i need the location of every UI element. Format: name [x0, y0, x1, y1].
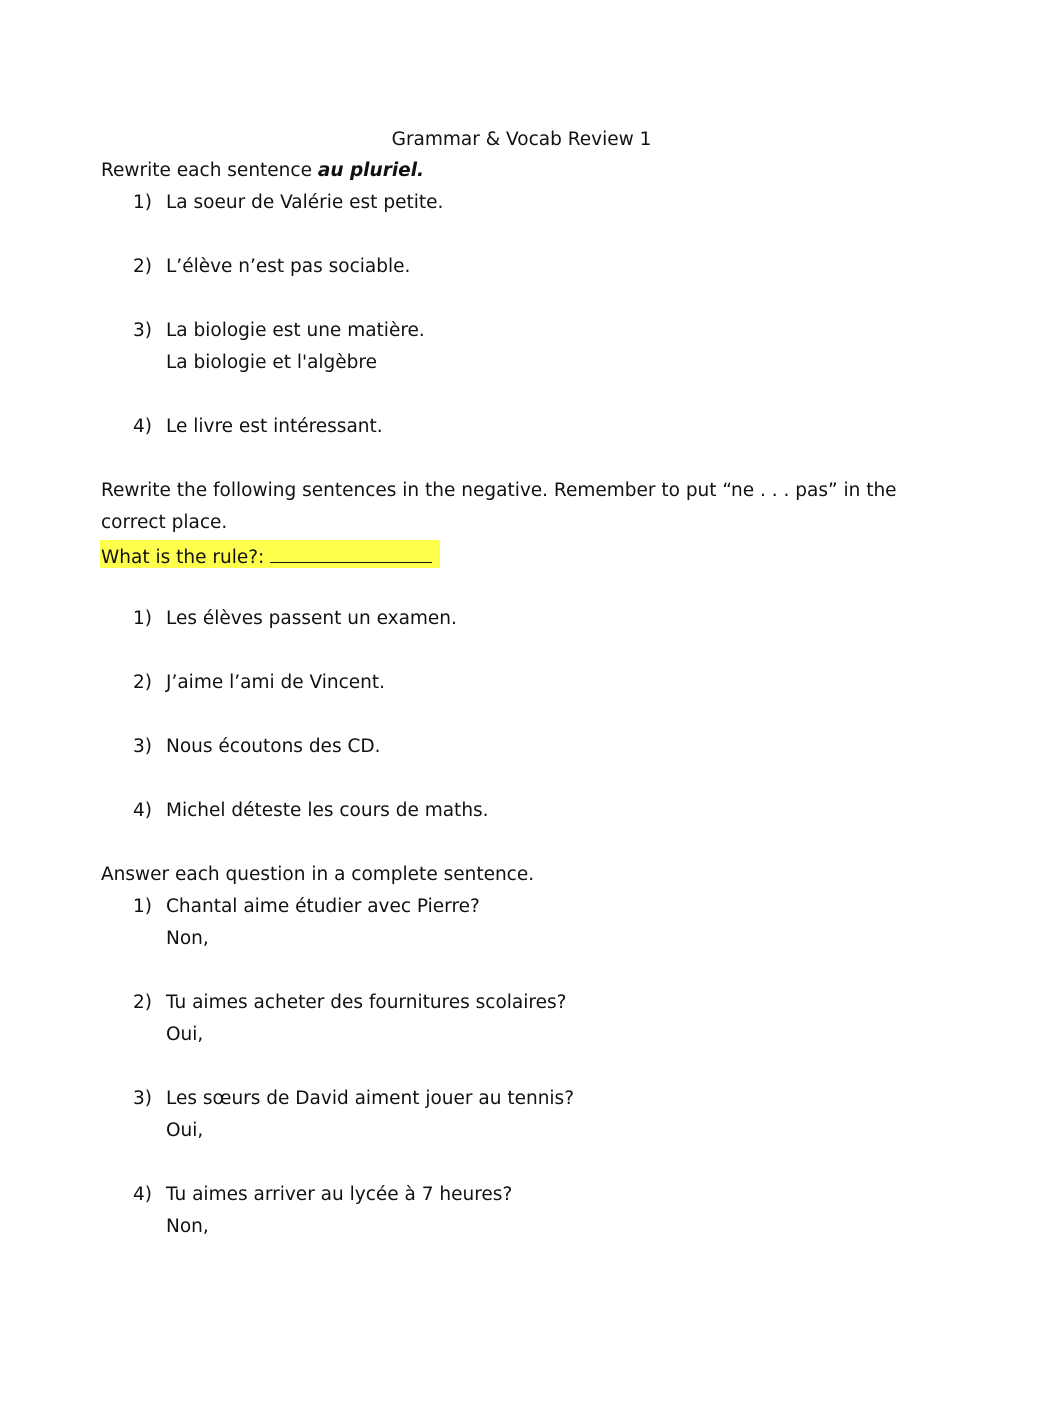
section1-item-number: 4): [133, 416, 152, 437]
section3-answer-start: Non,: [166, 928, 209, 949]
section3-item-text: Les sœurs de David aiment jouer au tennis?: [166, 1088, 575, 1109]
section2-item-text: Les élèves passent un examen.: [166, 608, 457, 629]
rule-answer-blank: [270, 543, 432, 563]
section3-answer-start: Oui,: [166, 1120, 204, 1141]
section2-item-text: Michel déteste les cours de maths.: [166, 800, 489, 821]
section1-item-number: 2): [133, 256, 152, 277]
section2-item-number: 2): [133, 672, 152, 693]
section1-item-number: 1): [133, 192, 152, 213]
rule-label: What is the rule?:: [101, 547, 265, 568]
section2-instruction-line1: Rewrite the following sentences in the negative. Remember to put “ne . . . pas” in the: [101, 480, 897, 501]
section1-item-text: La soeur de Valérie est petite.: [166, 192, 444, 213]
section3-answer-start: Oui,: [166, 1024, 204, 1045]
section1-item-text: La biologie est une matière.: [166, 320, 425, 341]
section1-instruction-emphasis: au pluriel.: [317, 160, 425, 181]
section2-item-text: Nous écoutons des CD.: [166, 736, 381, 757]
section1-item-number: 3): [133, 320, 152, 341]
section3-item-number: 1): [133, 896, 152, 917]
section1-item-hint: La biologie et l'algèbre: [166, 352, 377, 373]
section3-item-text: Tu aimes acheter des fournitures scolaires?: [166, 992, 567, 1013]
section3-answer-start: Non,: [166, 1216, 209, 1237]
section2-item-text: J’aime l’ami de Vincent.: [166, 672, 386, 693]
section1-instruction: [101, 159, 424, 183]
rule-prompt: [101, 543, 432, 570]
section2-item-number: 4): [133, 800, 152, 821]
section3-item-text: Tu aimes arriver au lycée à 7 heures?: [166, 1184, 513, 1205]
section2-instruction-line2: correct place.: [101, 512, 228, 533]
section3-item-number: 3): [133, 1088, 152, 1109]
section2-item-number: 1): [133, 608, 152, 629]
page-title: Grammar & Vocab Review 1: [391, 129, 652, 150]
section1-instruction-text: Rewrite each sentence: [101, 160, 318, 181]
section2-item-number: 3): [133, 736, 152, 757]
section1-item-text: L’élève n’est pas sociable.: [166, 256, 411, 277]
section3-instruction: Answer each question in a complete sentence.: [101, 864, 535, 885]
section3-item-number: 4): [133, 1184, 152, 1205]
section1-item-text: Le livre est intéressant.: [166, 416, 383, 437]
section3-item-text: Chantal aime étudier avec Pierre?: [166, 896, 480, 917]
section3-item-number: 2): [133, 992, 152, 1013]
